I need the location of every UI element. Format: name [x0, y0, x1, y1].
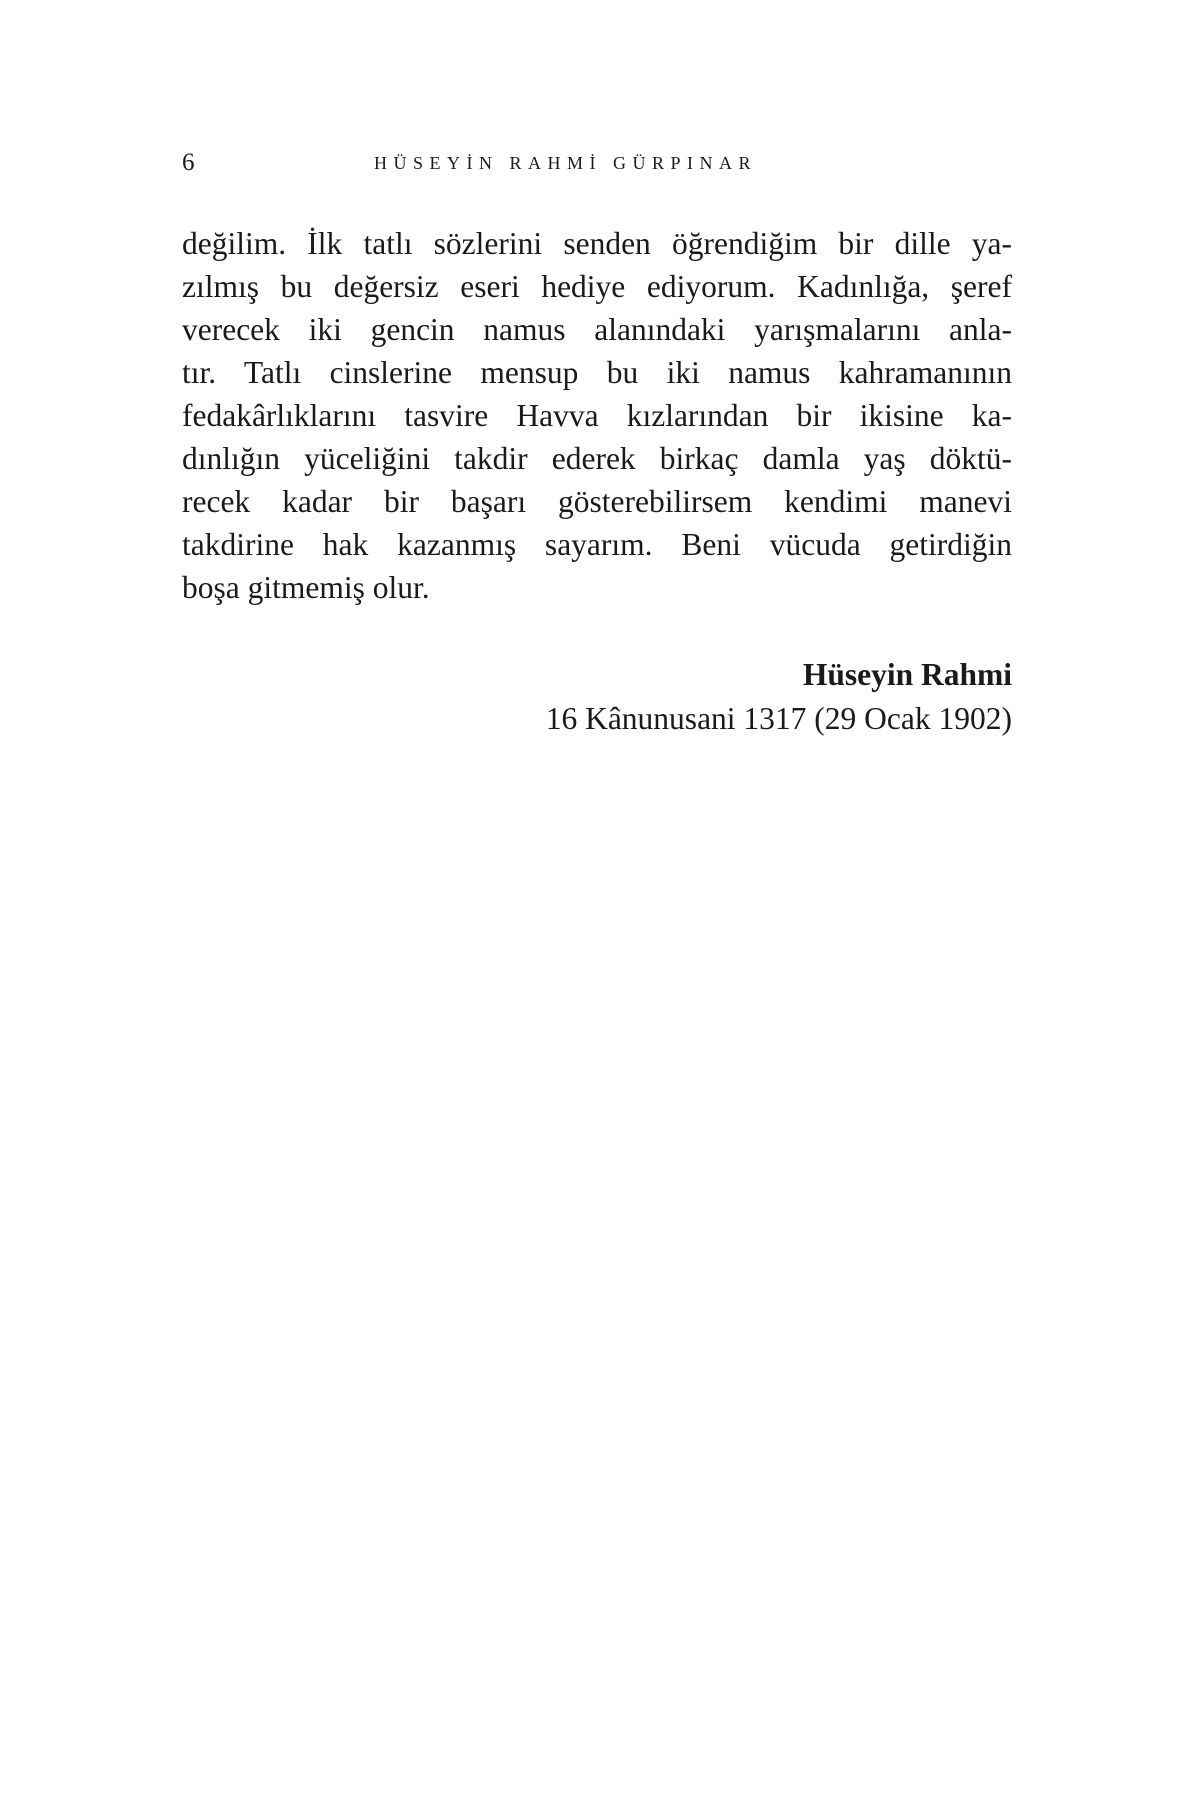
- text-line: takdirine hak kazanmış sayarım. Beni vücuda getirdiğin: [182, 527, 1012, 562]
- page-number: 6: [182, 149, 195, 176]
- text-line: dınlığın yüceliğini takdir ederek birkaç damla yaş döktü-: [182, 441, 1012, 476]
- text-line: fedakârlıklarını tasvire Havva kızlarından bir ikisine ka-: [182, 398, 1012, 433]
- running-header-title: HÜSEYİN RAHMİ GÜRPINAR: [374, 153, 758, 173]
- text-line: verecek iki gencin namus alanındaki yarışmalarını anla-: [182, 312, 1012, 347]
- running-header: [182, 146, 1012, 180]
- text-line: değilim. İlk tatlı sözlerini senden öğrendiğim bir dille ya-: [182, 226, 1012, 261]
- text-line: tır. Tatlı cinslerine mensup bu iki namus kahramanının: [182, 355, 1012, 390]
- body-paragraph: [182, 222, 1012, 609]
- signature-date: 16 Kânunusani 1317 (29 Ocak 1902): [545, 701, 1012, 736]
- author-signature: Hüseyin Rahmi: [802, 657, 1012, 692]
- signature-block: [182, 653, 1012, 741]
- text-line: recek kadar bir başarı gösterebilirsem kendimi manevi: [182, 484, 1012, 519]
- text-line: boşa gitmemiş olur.: [182, 570, 430, 605]
- text-line: zılmış bu değersiz eseri hediye ediyorum. Kadınlığa, şeref: [182, 269, 1012, 304]
